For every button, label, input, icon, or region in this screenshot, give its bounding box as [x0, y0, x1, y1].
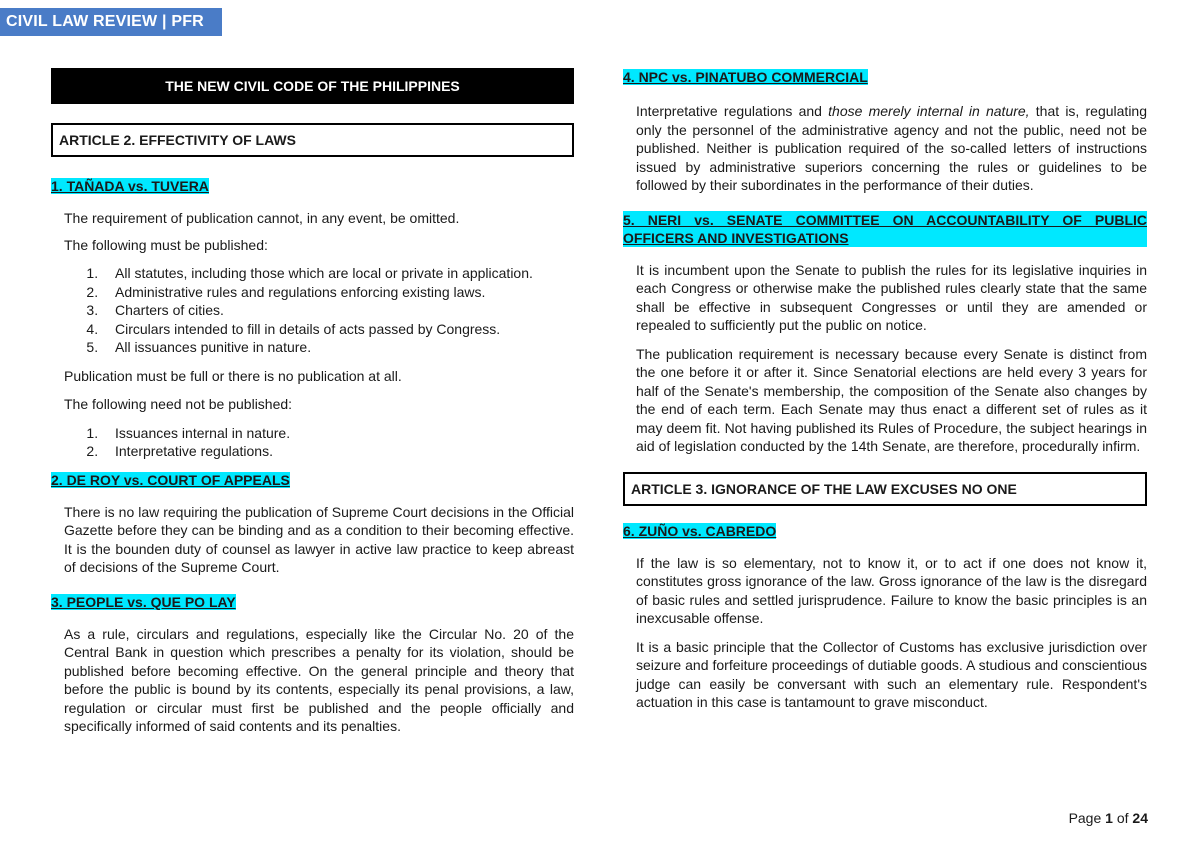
list-item: 1. All statutes, including those which are local or private in application.	[102, 264, 574, 283]
right-column	[623, 68, 1147, 712]
paragraph: It is a basic principle that the Collector of Customs has exclusive jurisdiction over seizure and forfeiture proceedings of dutiable goods. A studious and conscientious judge can easily be conversant with such an elementary rule. Respondent's actuation in this case is tantamount to grave misconduct.	[636, 638, 1147, 710]
case-4-body	[623, 102, 1147, 195]
paragraph: Publication must be full or there is no publication at all.	[64, 367, 402, 384]
paragraph: As a rule, circulars and regulations, especially like the Circular No. 20 of the Central Bank in question which prescribes a penalty for its violation, should be published before becoming effective. On the general principle and theory that before the public is bound by its contents, especially its penal provisions, a law, regulation or circular must first be published and the people officially and specifically informed of said contents and its penalties.	[64, 625, 574, 734]
document-title: THE NEW CIVIL CODE OF THE PHILIPPINES	[51, 68, 574, 104]
paragraph: There is no law requiring the publication of Supreme Court decisions in the Official Gazette before they can be binding and as a condition to their becoming effective. It is the bounden duty of counsel as lawyer in active law practice to keep abreast of decisions of the Supreme Court.	[64, 503, 574, 575]
case-1-body	[51, 209, 574, 461]
list-item: 4. Circulars intended to fill in details of acts passed by Congress.	[102, 320, 574, 339]
header-tag: CIVIL LAW REVIEW | PFR	[0, 8, 222, 36]
page-number: Page 1 of 24	[1068, 810, 1148, 826]
article-3-heading: ARTICLE 3. IGNORANCE OF THE LAW EXCUSES NO ONE	[623, 472, 1147, 506]
list-item: 2. Interpretative regulations.	[102, 442, 574, 461]
case-5-body	[623, 261, 1147, 456]
paragraph: The publication requirement is necessary because every Senate is distinct from the one before it or after it. Since Senatorial elections are held every 3 years for half of the Senate's membership, the composition of the Senate also changes by the end of each term. Each Senate may thus enact a different set of rules as it may deem fit. Not having published its Rules of Procedure, the subject hearings in aid of legislation conducted by the 14th Senate, are therefore, procedurally infirm.	[636, 345, 1147, 454]
paragraph: The following must be published:	[64, 236, 268, 253]
paragraph: It is incumbent upon the Senate to publish the rules for its legislative inquiries in each Congress or otherwise make the published rules clearly state that the same shall be effective in subsequent Congresses or until they are amended or repealed to sufficiently put the public on notice.	[636, 261, 1147, 333]
case-2-title: 2. DE ROY vs. COURT OF APPEALS	[51, 471, 290, 488]
case-5-title: 5. NERI vs. SENATE COMMITTEE ON ACCOUNTABILITY OF PUBLIC OFFICERS AND INVESTIGATIONS	[623, 211, 1147, 246]
list-item: 3. Charters of cities.	[102, 301, 574, 320]
article-2-heading: ARTICLE 2. EFFECTIVITY OF LAWS	[51, 123, 574, 157]
list-item: 1. Issuances internal in nature.	[102, 424, 574, 443]
case-2-body	[51, 503, 574, 577]
paragraph: The requirement of publication cannot, in any event, be omitted.	[64, 210, 460, 226]
list-item: 2. Administrative rules and regulations enforcing existing laws.	[102, 283, 574, 302]
paragraph: Interpretative regulations and those merely internal in nature, that is, regulating only the personnel of the administrative agency and not the public, need not be published. Neither is publication required of the so-called letters of instructions issued by administrative superiors concerning the rules or guidelines to be followed by their subordinates in the performance of their duties.	[636, 103, 1147, 193]
list-item: 5. All issuances punitive in nature.	[102, 338, 574, 357]
case-3-title: 3. PEOPLE vs. QUE PO LAY	[51, 593, 236, 610]
case-6-title: 6. ZUÑO vs. CABREDO	[623, 522, 777, 539]
case-3-body	[51, 625, 574, 736]
case-4-title: 4. NPC vs. PINATUBO COMMERCIAL	[623, 69, 868, 85]
paragraph: If the law is so elementary, not to know it, or to act if one does not know it, constitutes gross ignorance of the law. Gross ignorance of the law is the disregard of basic rules and settled jurisprudence. Failure to know the basic principles is an inexcusable offense.	[636, 554, 1147, 626]
case-1-title: 1. TAÑADA vs. TUVERA	[51, 178, 209, 194]
must-publish-list	[64, 264, 574, 357]
need-not-publish-list	[64, 424, 574, 461]
paragraph: The following need not be published:	[64, 396, 293, 412]
left-column	[51, 68, 574, 736]
case-6-body	[623, 554, 1147, 712]
